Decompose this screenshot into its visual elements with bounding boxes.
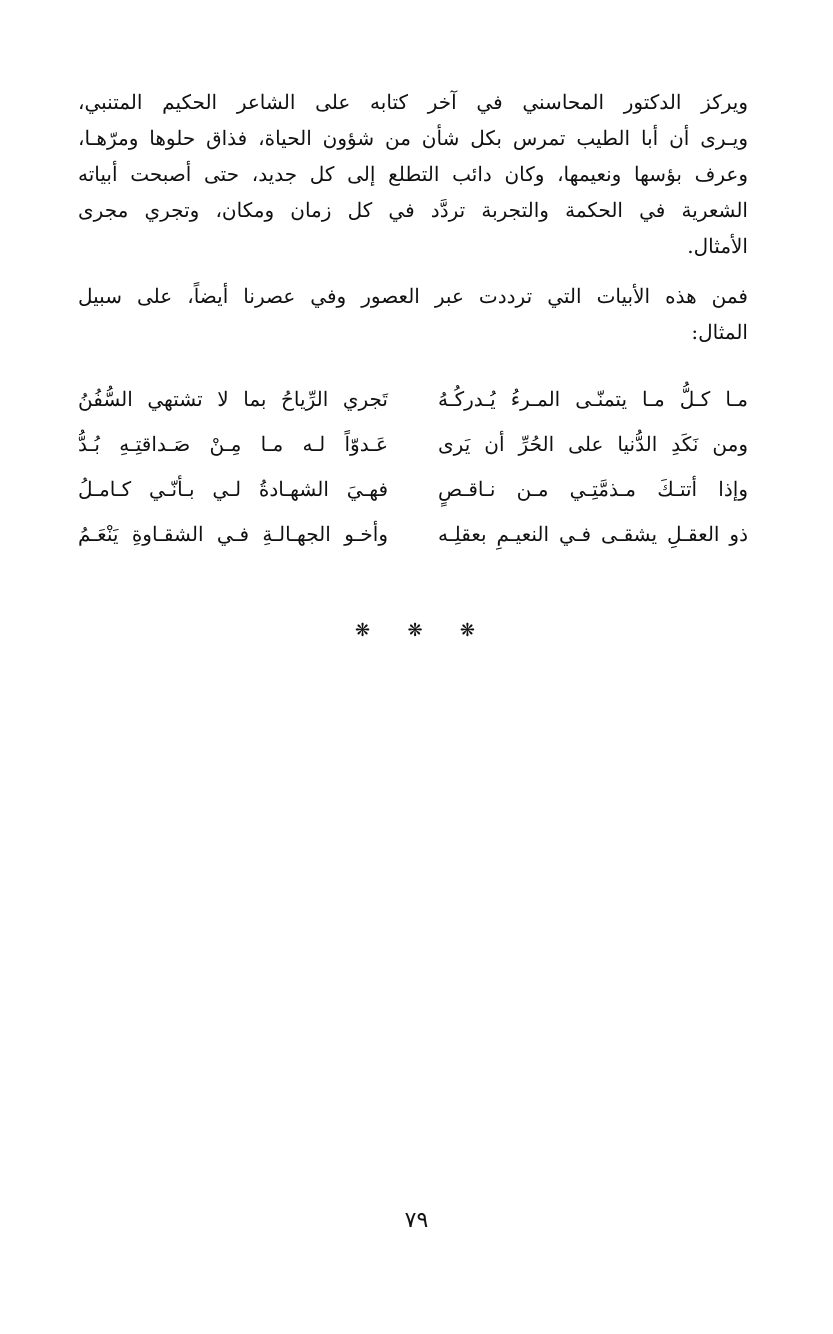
verse-first-hemistich: وإذا أتتـكَ مـذمَّتِـي مـن نـاقـصٍ [438,476,748,501]
poem-verse [78,466,748,511]
verse-first-hemistich: مـا كـلُّ مـا يتمنّـى المـرءُ يُـدركُـهُ [438,386,748,411]
poem-verse [78,376,748,421]
verse-second-hemistich: فهـيَ الشهـادةُ لـي بـأنّـي كـامـلُ [78,476,388,501]
verse-first-hemistich: ومن نَكَدِ الدُّنيا على الحُرِّ أن يَرى [438,431,748,456]
poem [78,376,748,556]
poem-verse [78,421,748,466]
asterism-icon: ❋ [355,620,371,641]
asterism-icon: ❋ [459,620,475,641]
paragraph-line: وعرف بؤسها ونعيمها، وكان دائب التطلع إلى كل جديد، حتى أصبحت أبياته [78,162,748,186]
verse-second-hemistich: وأخـو الجهـالـةِ فـي الشقـاوةِ يَنْعَـمُ [78,521,388,546]
poem-verse [78,511,748,556]
page-number: ٧٩ [404,1208,429,1233]
section-separator [355,620,475,641]
verse-second-hemistich: تَجري الرِّياحُ بما لا تشتهي السُّفُنُ [78,386,388,411]
paragraph-line: فمن هذه الأبيات التي ترددت عبر العصور وفي عصرنا أيضاً، على سبيل [78,284,748,308]
paragraph-2 [78,278,748,350]
paragraph-line: الأمثال. [687,234,748,258]
paragraph-line: المثال: [691,320,748,344]
paragraph-line: ويركز الدكتور المحاسني في آخر كتابه على الشاعر الحكيم المتنبي، [78,90,748,114]
asterism-icon: ❋ [407,620,423,641]
paragraph-line: الشعرية في الحكمة والتجربة تردَّد في كل زمان ومكان، وتجري مجرى [78,198,748,222]
verse-first-hemistich: ذو العقـلِ يشقـى فـي النعيـمِ بعقلِـه [438,521,748,546]
page-content [78,78,748,556]
paragraph-1 [78,84,748,264]
paragraph-line: ويـرى أن أبا الطيب تمرس بكل شأن من شؤون الحياة، فذاق حلوها ومرّهـا، [78,126,748,150]
verse-second-hemistich: عَـدوّاً لـه مـا مِـنْ صَـداقتِـهِ بُـدُّ [78,431,388,456]
